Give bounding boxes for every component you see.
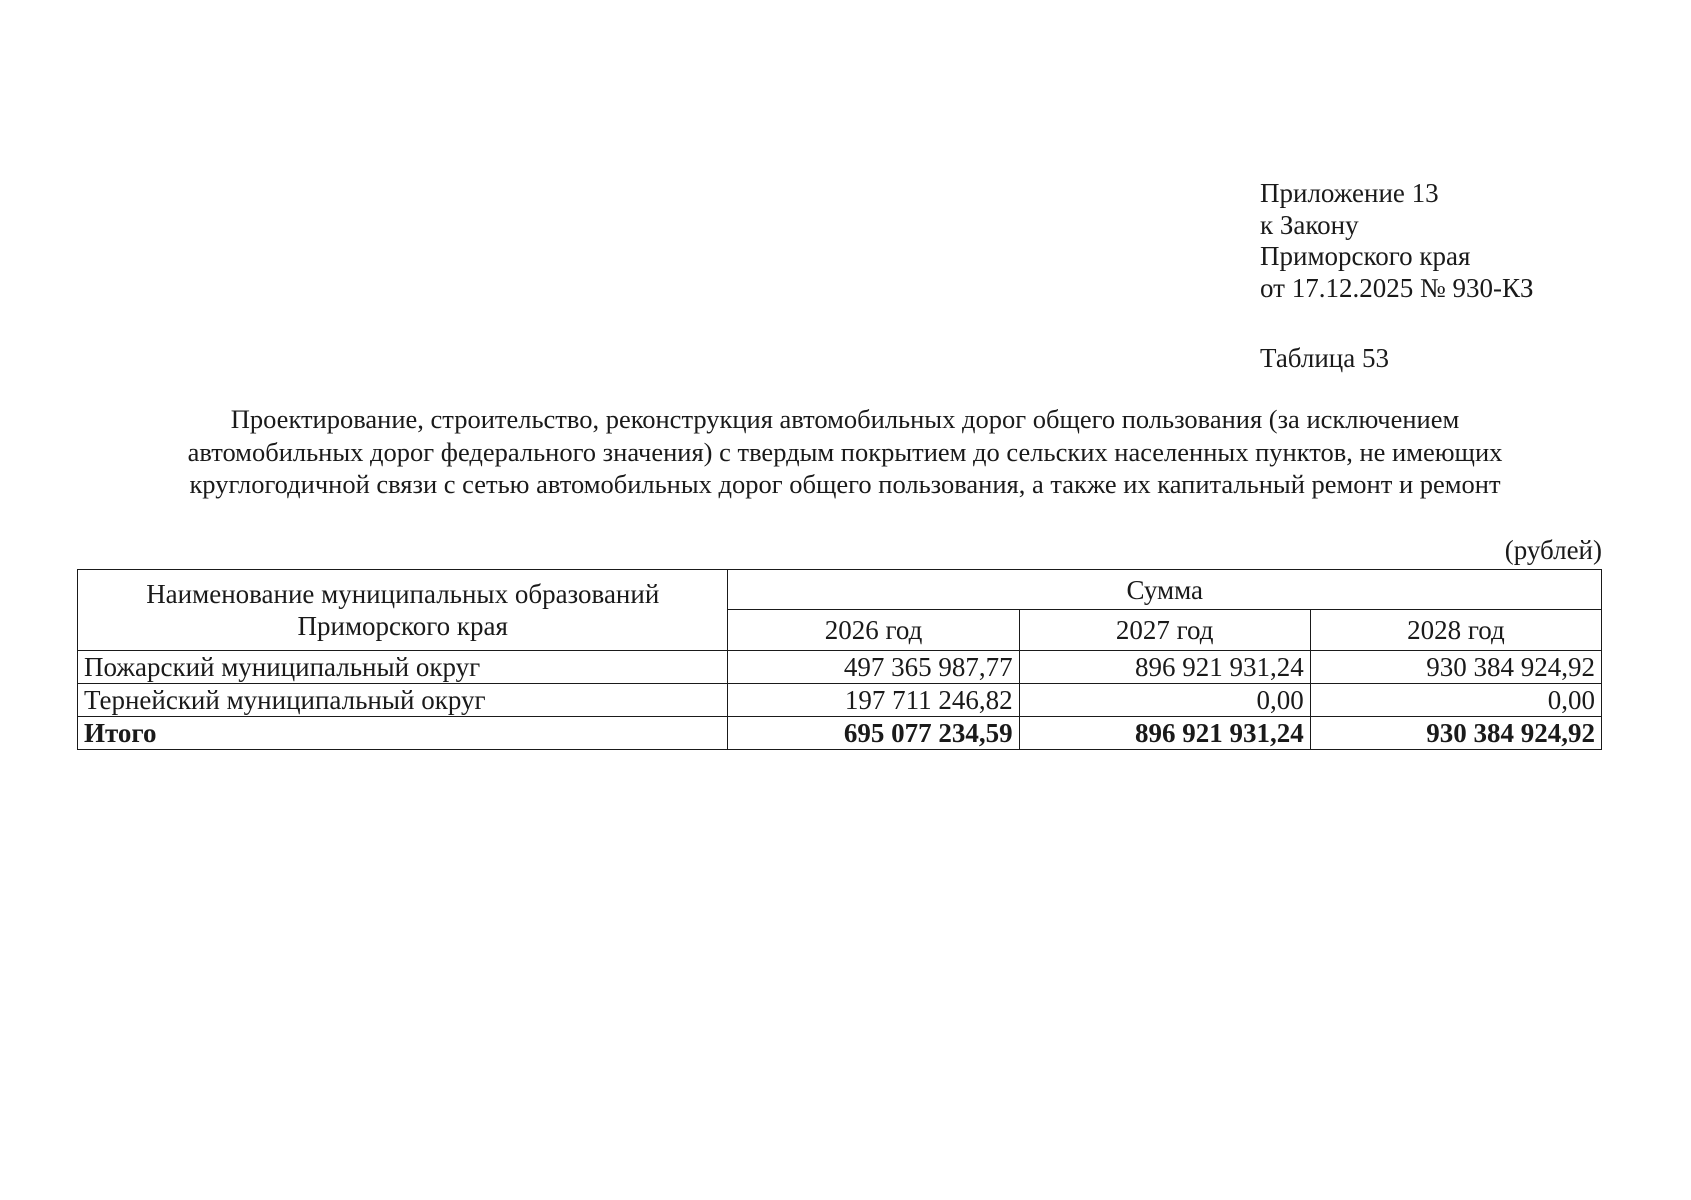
row-value-2028: 0,00 (1310, 684, 1601, 717)
total-value-2028: 930 384 924,92 (1310, 717, 1601, 750)
table-header-row (78, 570, 1602, 610)
row-value-2027: 896 921 931,24 (1019, 651, 1310, 684)
header-sum: Сумма (728, 570, 1602, 610)
row-value-2026: 497 365 987,77 (728, 651, 1019, 684)
row-municipality-name: Тернейский муниципальный округ (78, 684, 728, 717)
header-year-2027: 2027 год (1019, 610, 1310, 651)
row-value-2027: 0,00 (1019, 684, 1310, 717)
total-value-2027: 896 921 931,24 (1019, 717, 1310, 750)
total-value-2026: 695 077 234,59 (728, 717, 1019, 750)
units-label: (рублей) (1504, 535, 1602, 565)
appendix-line-4: от 17.12.2025 № 930-КЗ (1260, 272, 1534, 303)
table-number: Таблица 53 (1260, 343, 1389, 373)
row-value-2028: 930 384 924,92 (1310, 651, 1601, 684)
budget-table (77, 569, 1602, 750)
appendix-line-1: Приложение 13 (1260, 178, 1439, 208)
table-row (78, 684, 1602, 717)
table-total-row (78, 717, 1602, 750)
header-name-line-2: Приморского края (297, 611, 508, 641)
header-year-2026: 2026 год (728, 610, 1019, 651)
appendix-reference (1260, 178, 1533, 304)
title-line-2: автомобильных дорог федерального значения) с твердым покрытием до сельских населенных пунктов, не имеющих (187, 436, 1503, 467)
header-year-2028: 2028 год (1310, 610, 1601, 651)
appendix-line-2: к Закону (1260, 209, 1359, 240)
row-value-2026: 197 711 246,82 (728, 684, 1019, 717)
row-municipality-name: Пожарский муниципальный округ (78, 651, 728, 684)
header-name-line-1: Наименование муниципальных образований (146, 579, 660, 609)
document-title (80, 403, 1610, 501)
appendix-line-3: Приморского края (1260, 241, 1471, 271)
header-municipality-name (78, 570, 728, 651)
title-line-3: круглогодичной связи с сетью автомобильных дорог общего пользования, а также их капитальный ремонт и ремонт (189, 469, 1501, 499)
total-label: Итого (78, 717, 728, 750)
table-row (78, 651, 1602, 684)
title-line-1: Проектирование, строительство, реконструкция автомобильных дорог общего пользования (за исключением (230, 404, 1460, 434)
